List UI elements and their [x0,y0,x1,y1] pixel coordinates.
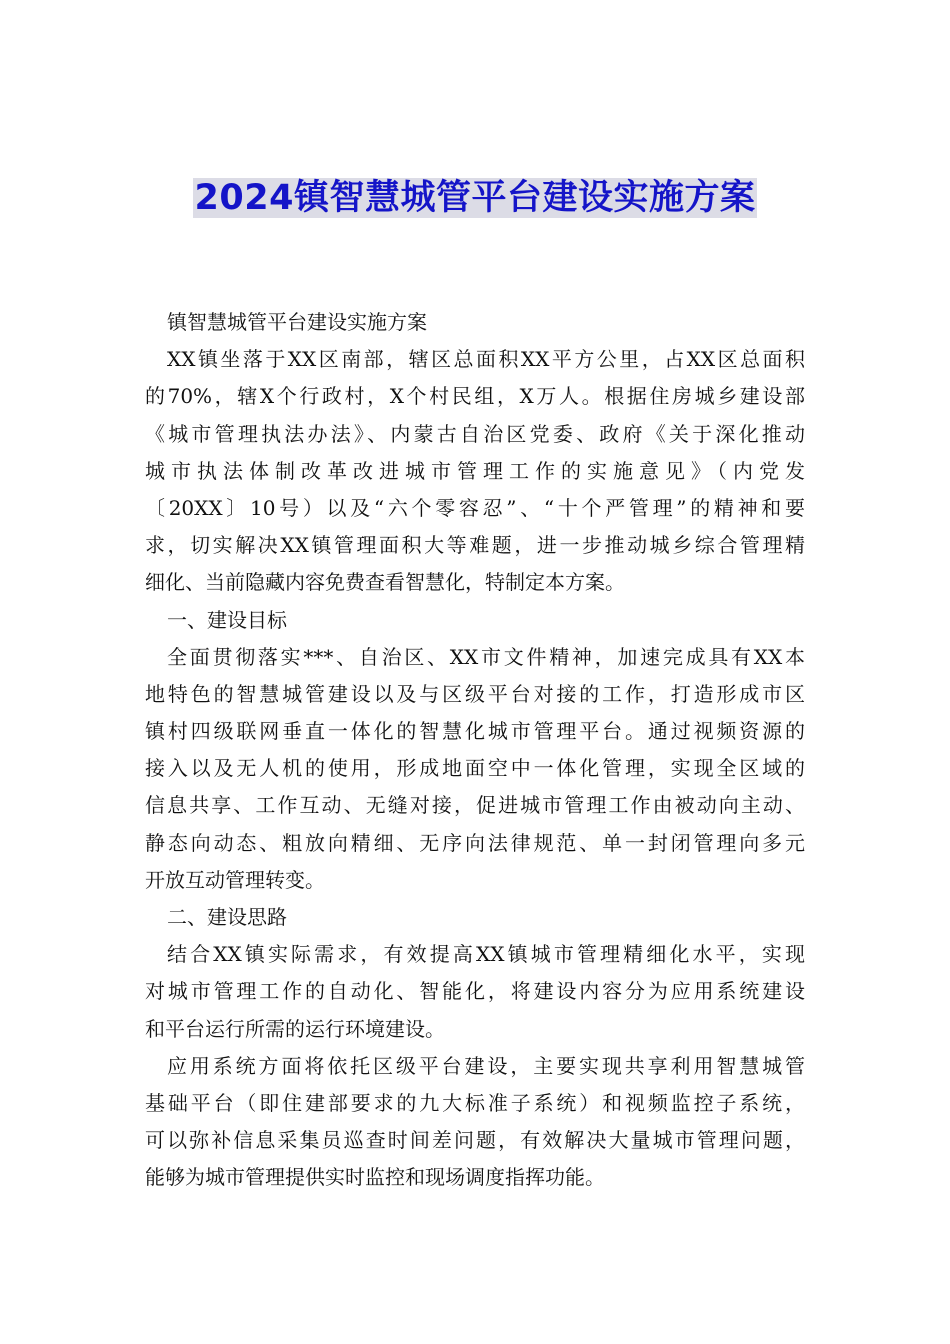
paragraph-line: 的70%，辖X个行政村，X个村民组，X万人。根据住房城乡建设部 [145,384,805,409]
paragraph-line: 静态向动态、粗放向精细、无序向法律规范、单一封闭管理向多元 [145,830,805,855]
paragraph-line: 能够为城市管理提供实时监控和现场调度指挥功能。 [145,1165,605,1190]
paragraph-line: 《城市管理执法办法》、内蒙古自治区党委、政府《关于深化推动 [145,421,805,446]
document-title [0,172,950,224]
paragraph-line: 和平台运行所需的运行环境建设。 [145,1016,445,1041]
document-title-text: 2024镇智慧城管平台建设实施方案 [194,178,756,218]
paragraph-line: 结合XX镇实际需求，有效提高XX镇城市管理精细化水平，实现 [167,942,805,967]
paragraph-line: 细化、当前隐藏内容免费查看智慧化，特制定本方案。 [145,570,625,595]
paragraph-line: 城市执法体制改革改进城市管理工作的实施意见》（内党发 [145,458,805,483]
document-body [145,304,805,1197]
paragraph-line: 地特色的智慧城管建设以及与区级平台对接的工作，打造形成市区 [145,681,805,706]
section-heading: 一、建设目标 [167,607,287,632]
paragraph-line: 全面贯彻落实***、自治区、XX市文件精神，加速完成具有XX本 [167,644,805,669]
paragraph-line: 对城市管理工作的自动化、智能化，将建设内容分为应用系统建设 [145,979,805,1004]
paragraph-line: 接入以及无人机的使用，形成地面空中一体化管理，实现全区域的 [145,756,805,781]
paragraph-line: 求，切实解决XX镇管理面积大等难题，进一步推动城乡综合管理精 [145,533,805,558]
paragraph-line: XX镇坐落于XX区南部，辖区总面积XX平方公里，占XX区总面积 [167,347,805,372]
paragraph-line: 信息共享、工作互动、无缝对接，促进城市管理工作由被动向主动、 [145,793,805,818]
subtitle-line: 镇智慧城管平台建设实施方案 [167,310,427,334]
paragraph-line: 〔20XX〕10号）以及“六个零容忍”、“十个严管理”的精神和要 [145,495,805,520]
paragraph-line: 基础平台（即住建部要求的九大标准子系统）和视频监控子系统， [145,1090,805,1115]
section-heading: 二、建设思路 [167,905,287,929]
paragraph-line: 应用系统方面将依托区级平台建设，主要实现共享利用智慧城管 [167,1053,805,1078]
paragraph-line: 开放互动管理转变。 [145,867,325,892]
paragraph-line: 可以弥补信息采集员巡查时间差问题，有效解决大量城市管理问题， [145,1128,805,1153]
paragraph-line: 镇村四级联网垂直一体化的智慧化城市管理平台。通过视频资源的 [145,719,805,744]
